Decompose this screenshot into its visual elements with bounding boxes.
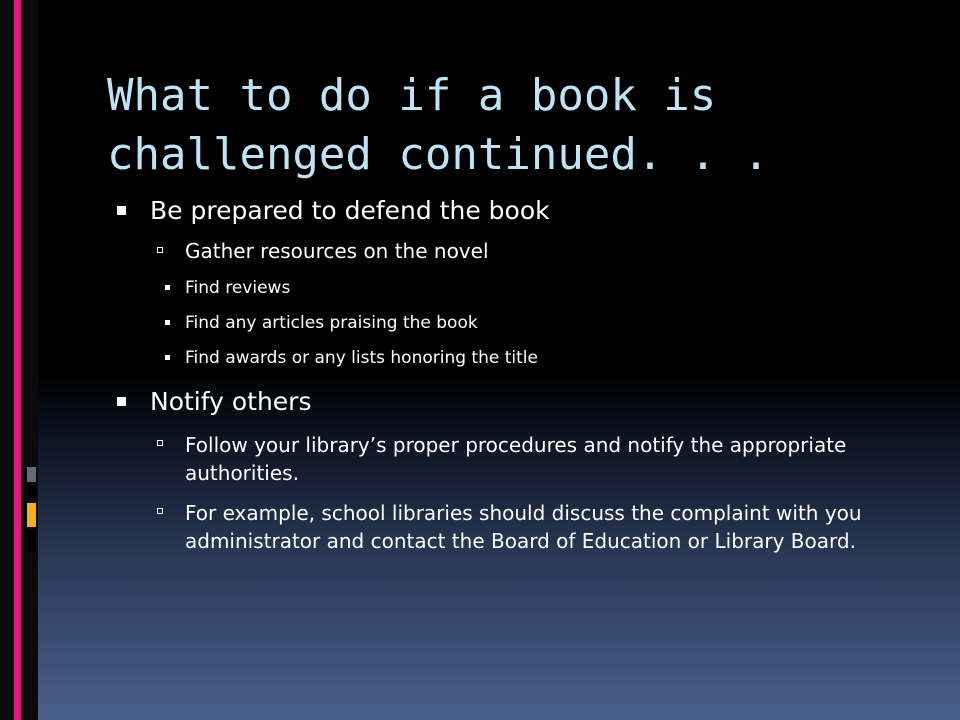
small-square-bullet-icon (165, 285, 170, 290)
bullet-text: Gather resources on the novel (185, 239, 489, 263)
bullet-text: For example, school libraries should discuss the complaint with you administrator and contact the Board of Education or Library Board. (185, 501, 862, 553)
bullet-level-3 (115, 277, 915, 299)
slide-title-line-2: challenged continued. . . (107, 129, 770, 180)
bullet-text: Find awards or any lists honoring the title (185, 348, 538, 368)
square-bullet-icon (117, 206, 126, 215)
bullet-level-1 (115, 385, 915, 419)
dark-accent-block (27, 485, 36, 500)
bullet-text: Follow your library’s proper procedures and notify the appropriate authorities. (185, 433, 847, 485)
slide-title (107, 66, 937, 184)
bullet-text: Find any articles praising the book (185, 313, 478, 333)
hollow-square-bullet-icon (157, 247, 163, 253)
slide-content (115, 194, 915, 555)
bullet-text: Notify others (150, 387, 312, 416)
bullet-level-2 (115, 499, 915, 555)
accent-divider (24, 0, 26, 720)
bullet-text: Be prepared to defend the book (150, 196, 550, 225)
small-square-bullet-icon (165, 355, 170, 360)
square-bullet-icon (117, 397, 126, 406)
left-decorative-band (0, 0, 38, 720)
bullet-level-3 (115, 347, 915, 369)
gray-accent-block (27, 467, 36, 482)
bullet-level-2 (115, 238, 915, 264)
hollow-square-bullet-icon (157, 440, 163, 446)
bullet-level-1 (115, 194, 915, 228)
slide-title-line-1: What to do if a book is (107, 70, 717, 121)
bullet-text: Find reviews (185, 278, 291, 298)
dark-accent-block (27, 530, 36, 552)
small-square-bullet-icon (165, 320, 170, 325)
bullet-level-3 (115, 312, 915, 334)
pink-accent-line (14, 0, 21, 720)
gold-accent-block (27, 503, 36, 527)
hollow-square-bullet-icon (157, 508, 163, 514)
bullet-level-2 (115, 431, 915, 487)
